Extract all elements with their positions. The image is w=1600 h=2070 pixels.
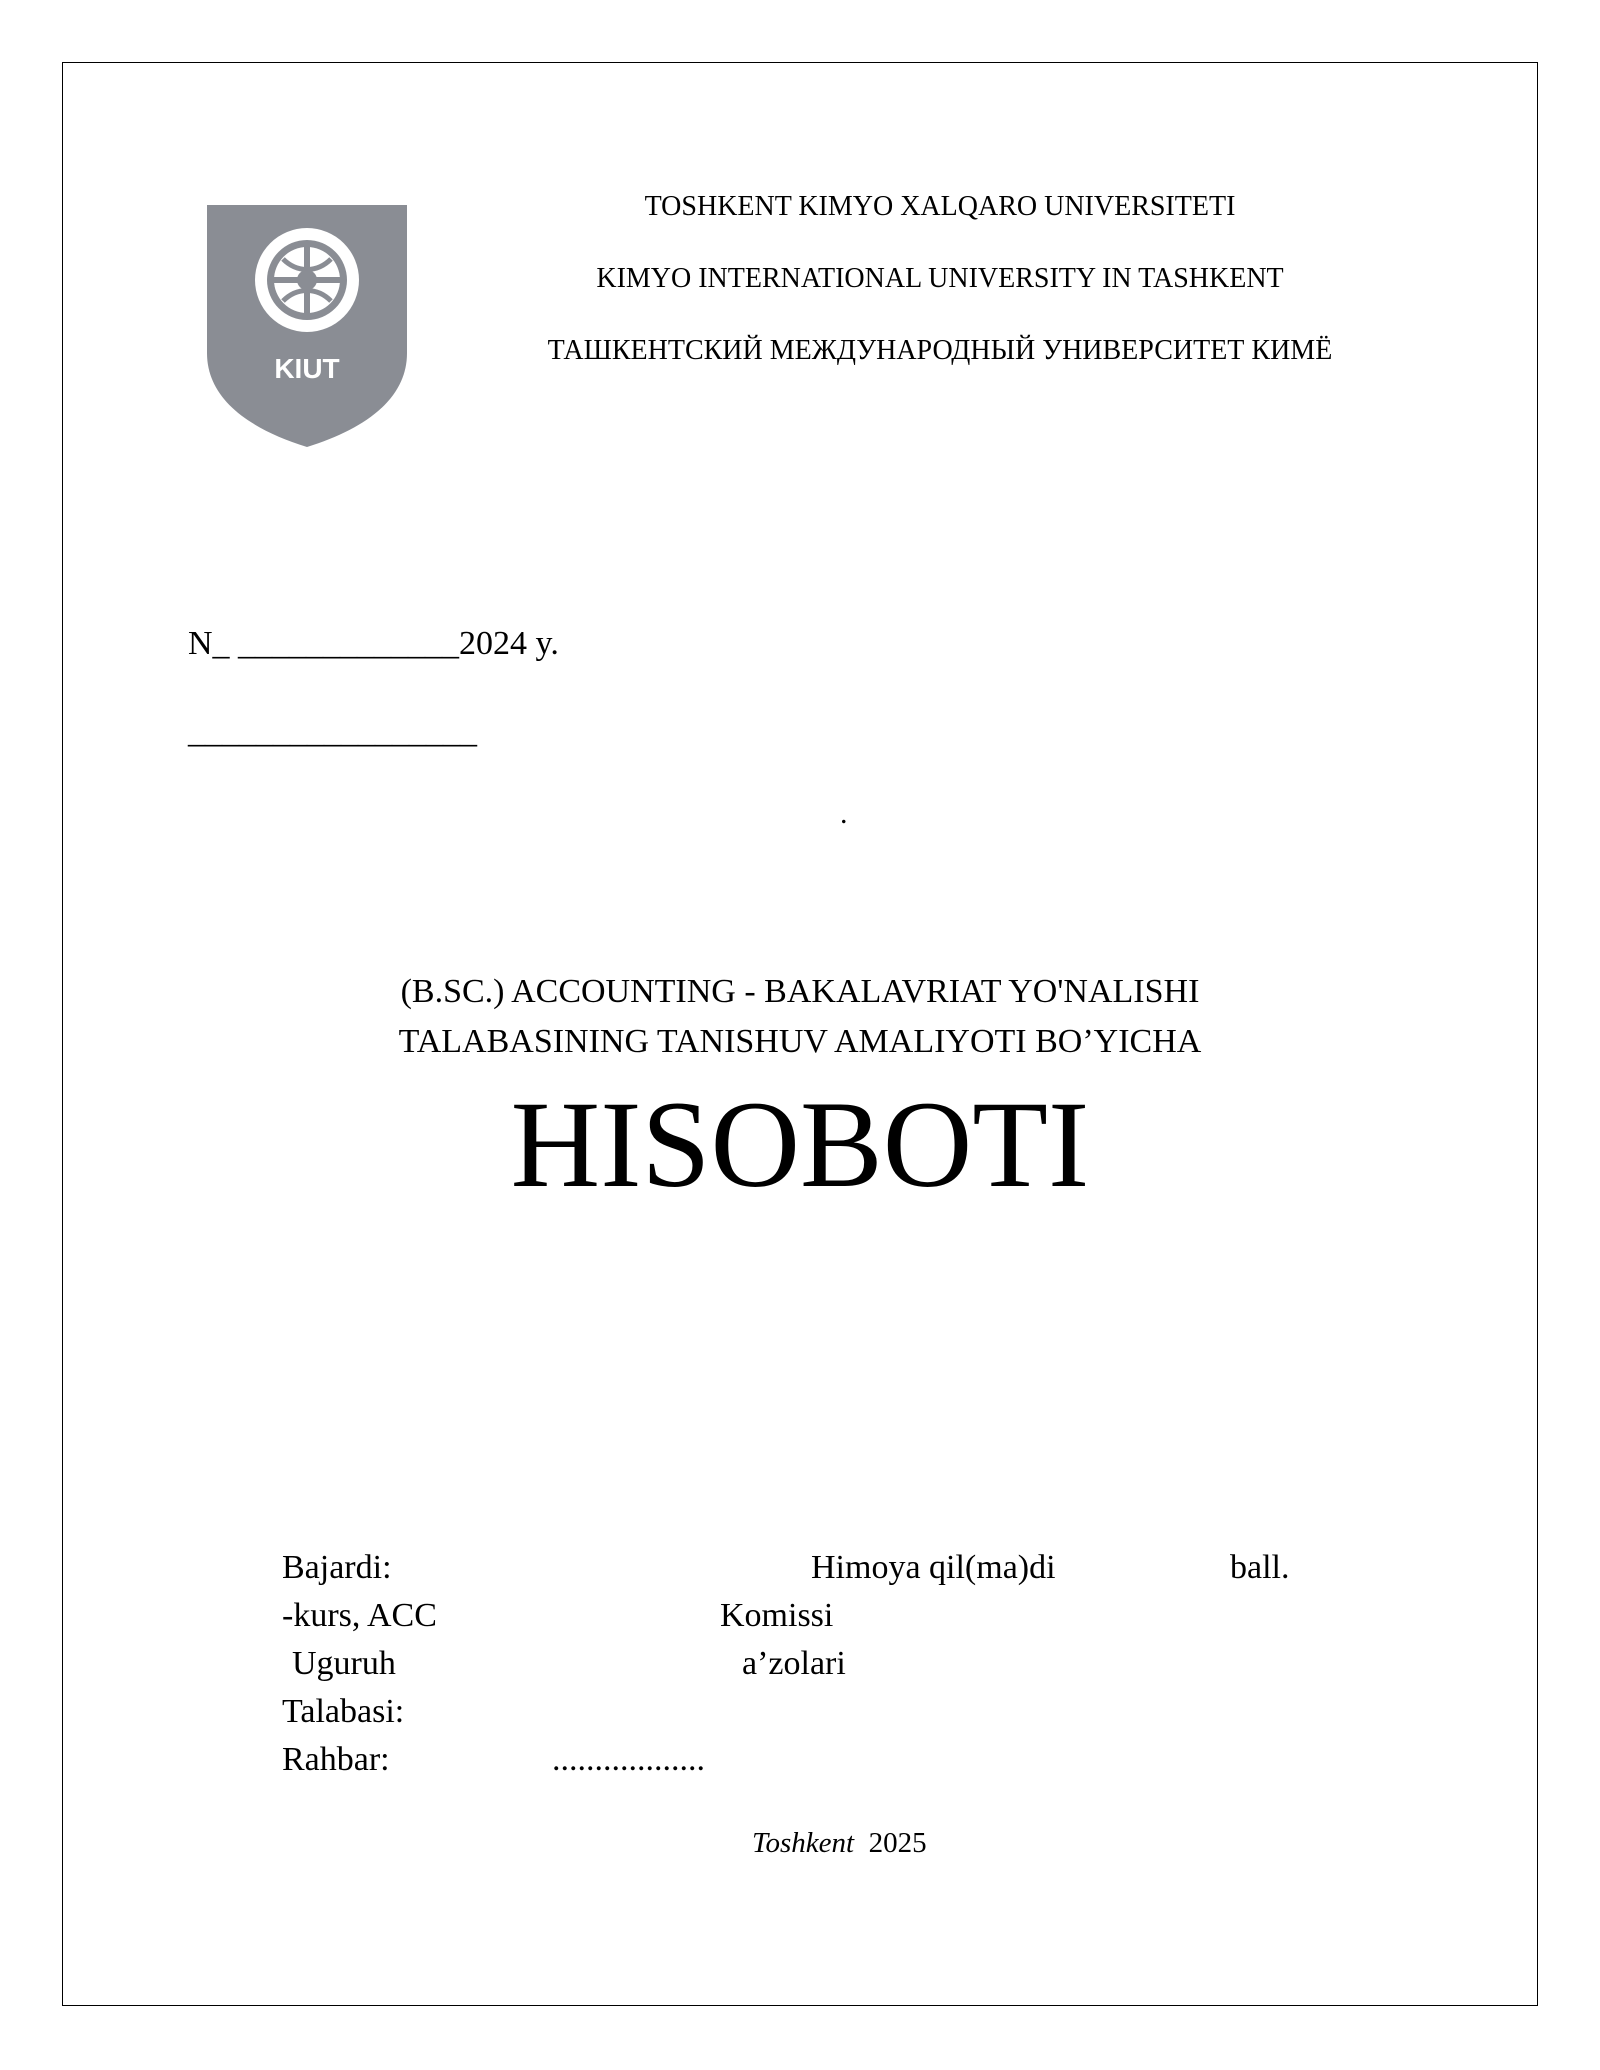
ball-label: ball. (1230, 1549, 1290, 1586)
university-name-uz: TOSHKENT KIMYO XALQARO UNIVERSITETI (644, 191, 1236, 222)
footer (752, 1826, 927, 1860)
document-number-line: N_ _____________2024 y. (188, 625, 559, 662)
talabasi-label: Talabasi: (282, 1693, 405, 1730)
footer-year: 2025 (868, 1827, 927, 1859)
komissi-label: Komissi (720, 1597, 834, 1634)
footer-city: Toshkent (752, 1827, 855, 1859)
rahbar-dots: .................. (552, 1741, 705, 1778)
university-name-en: KIMYO INTERNATIONAL UNIVERSITY IN TASHKENT (596, 263, 1284, 294)
subtitle-line-2: TALABASINING TANISHUV AMALIYOTI BO’YICHA (398, 1023, 1202, 1060)
azolari-label: a’zolari (742, 1645, 846, 1682)
dot-mark: . (840, 797, 848, 830)
university-name-ru: ТАШКЕНТСКИЙ МЕЖДУНАРОДНЫЙ УНИВЕРСИТЕТ КИМЁ (547, 335, 1333, 366)
kiut-shield-logo (205, 203, 409, 449)
himoya-label: Himoya qil(ma)di (811, 1549, 1056, 1586)
blank-line: _________________ (188, 713, 477, 750)
uguruh-label: Uguruh (292, 1645, 396, 1682)
subtitle-line-1: (B.SC.) ACCOUNTING - BAKALAVRIAT YO'NALISHI (400, 973, 1200, 1010)
bajardi-label: Bajardi: (282, 1549, 392, 1586)
logo-text: KIUT (274, 353, 340, 384)
page-title: HISOBOTI (510, 1076, 1090, 1213)
rahbar-label: Rahbar: (282, 1741, 390, 1778)
kurs-label: -kurs, ACC (282, 1597, 437, 1634)
